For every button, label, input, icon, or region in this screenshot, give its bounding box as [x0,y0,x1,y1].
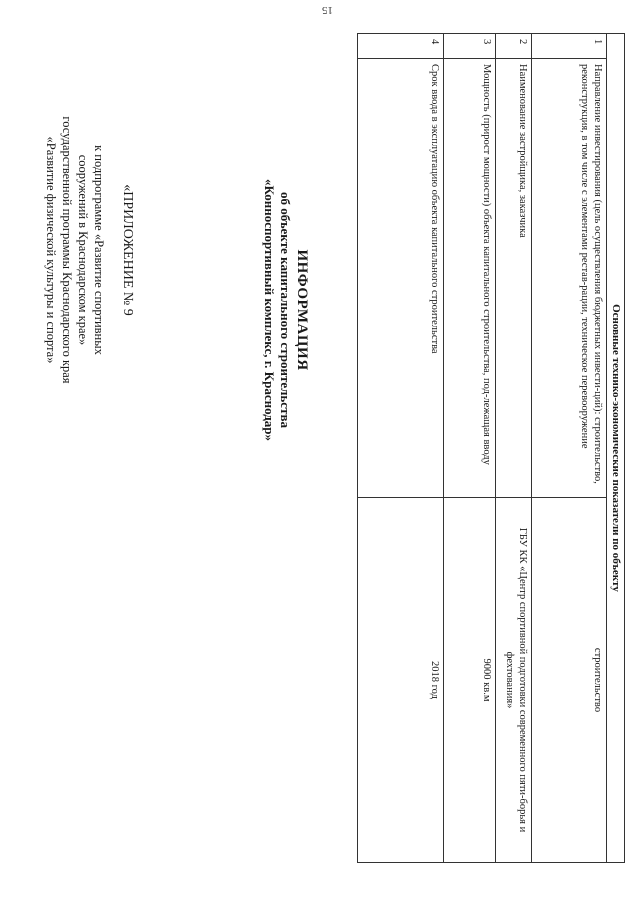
table-row [532,34,607,863]
row-number: 3 [444,34,496,59]
row-number: 2 [496,34,532,59]
row-value: 2018 год [358,498,444,863]
table-header: Основные технико-экономические показатели по объекту [607,34,625,863]
info-subtitle: об объекте капитального строительства [278,192,293,428]
row-label: Направление инвестирования (цель осуществления бюджетных инвести-ций): строительство, реконструкция, в том числе с элементами рестав-рации, техническое перевооружение [532,59,607,498]
table-row [496,34,532,863]
table-row [358,34,444,863]
table-row [444,34,496,863]
annex-line: сооружений в Краснодарском крае» [76,154,90,346]
row-label: Мощность (прирост мощности) объекта капитального строительства, под-лежащая вводу [444,59,496,498]
annex-line: «Развитие физической культуры и спорта» [44,136,58,364]
row-value: 9000 кв.м [444,498,496,863]
annex-title: «ПРИЛОЖЕНИЕ № 9 [120,184,135,316]
annex-line: государственной программы Краснодарского края [60,116,74,384]
row-value: строительство [532,498,607,863]
info-title: ИНФОРМАЦИЯ [294,249,310,371]
info-heading [261,150,310,470]
row-label: Наименование застройщика, заказчика [496,59,532,498]
row-label: Срок ввода в эксплуатацию объекта капитального строительства [358,59,444,498]
row-value: ГБУ КК «Центр спортивной подготовки современного пяти-борья и фехтования» [496,498,532,863]
annex-line: к подпрограмме «Развитие спортивных [92,145,106,355]
row-number: 1 [532,34,607,59]
indicators-table [357,33,625,863]
page-number: 15 [322,4,333,16]
row-number: 4 [358,34,444,59]
annex-block [43,50,135,450]
table-header-row [607,34,625,863]
info-object-name: «Конноспортивный комплекс, г. Краснодар» [262,178,277,442]
